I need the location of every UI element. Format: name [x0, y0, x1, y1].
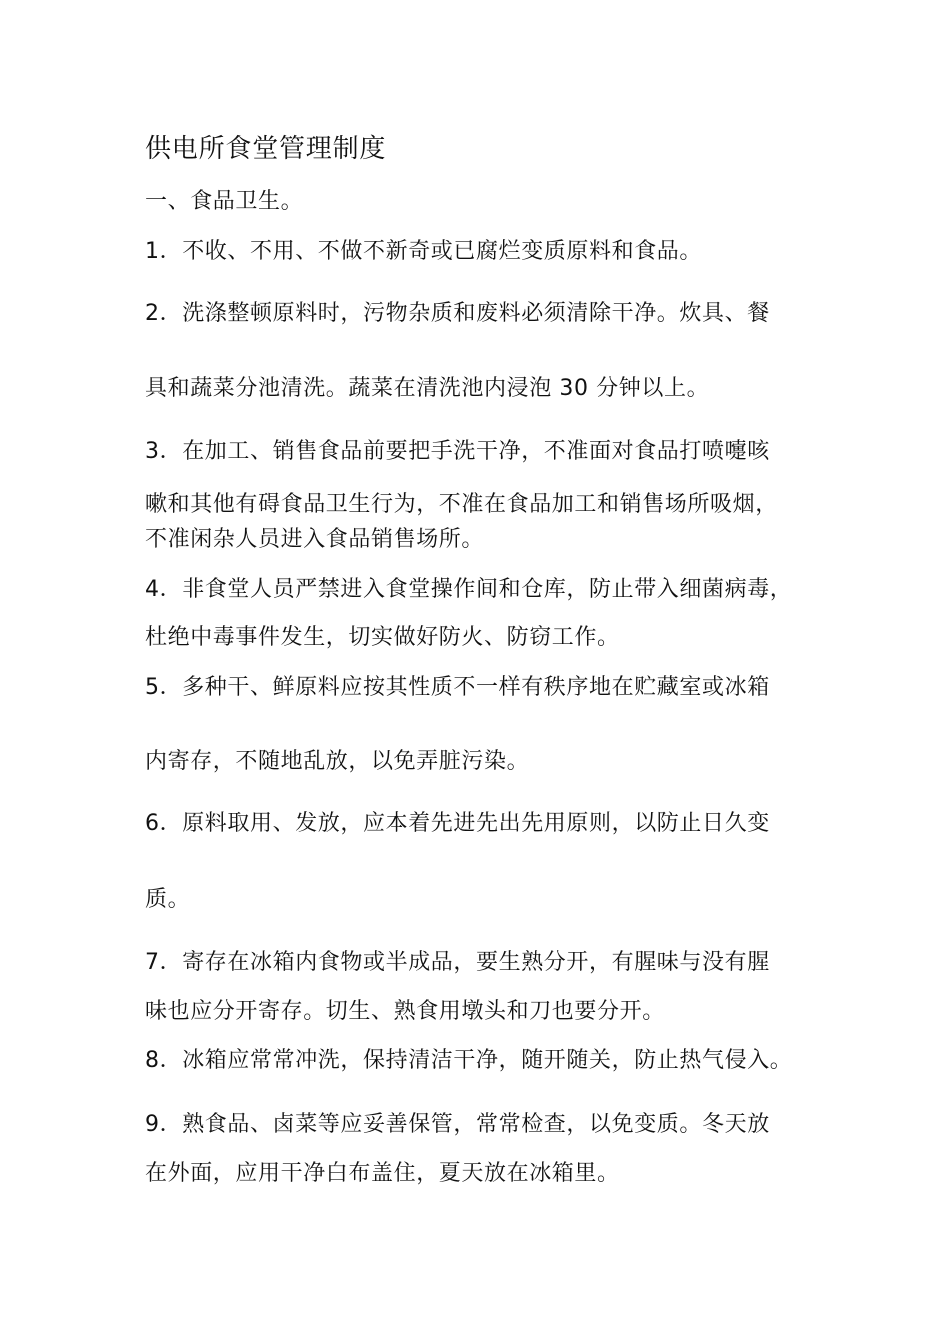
rule-line-3b: 嗽和其他有碍食品卫生行为，不准在食品加工和销售场所吸烟，: [145, 492, 778, 517]
rule-line-3a: 3．在加工、销售食品前要把手洗干净，不准面对食品打喷嚏咳: [145, 439, 770, 464]
rule-line-2a: 2．洗涤整顿原料时，污物杂质和废料必须清除干净。炊具、餐: [145, 301, 770, 326]
rule-line-5a: 5．多种干、鲜原料应按其性质不一样有秩序地在贮藏室或冰箱: [145, 675, 770, 700]
rule-line-9b: 在外面，应用干净白布盖住，夏天放在冰箱里。: [145, 1161, 620, 1186]
rule-line-6a: 6．原料取用、发放，应本着先进先出先用原则，以防止日久变: [145, 811, 770, 836]
rule-line-4b: 杜绝中毒事件发生，切实做好防火、防窃工作。: [145, 625, 620, 650]
rule-line-3c: 不准闲杂人员进入食品销售场所。: [145, 527, 485, 552]
rule-line-7a: 7．寄存在冰箱内食物或半成品，要生熟分开，有腥味与没有腥: [145, 950, 770, 975]
rule-line-2b: 具和蔬菜分池清洗。蔬菜在清洗池内浸泡 30 分钟以上。: [145, 376, 710, 401]
rule-line-5b: 内寄存，不随地乱放，以免弄脏污染。: [145, 749, 530, 774]
rule-line-9a: 9．熟食品、卤菜等应妥善保管，常常检查，以免变质。冬天放: [145, 1112, 770, 1137]
section-heading-food-hygiene: 一、食品卫生。: [145, 189, 304, 214]
rule-line-8: 8．冰箱应常常冲洗，保持清洁干净，随开随关，防止热气侵入。: [145, 1048, 793, 1073]
rule-line-7b: 味也应分开寄存。切生、熟食用墩头和刀也要分开。: [145, 999, 665, 1024]
rule-line-6b: 质。: [145, 887, 191, 912]
rule-line-1: 1．不收、不用、不做不新奇或已腐烂变质原料和食品。: [145, 239, 702, 264]
document-title: 供电所食堂管理制度: [145, 134, 387, 164]
rule-line-4a: 4．非食堂人员严禁进入食堂操作间和仓库，防止带入细菌病毒，: [145, 577, 793, 602]
